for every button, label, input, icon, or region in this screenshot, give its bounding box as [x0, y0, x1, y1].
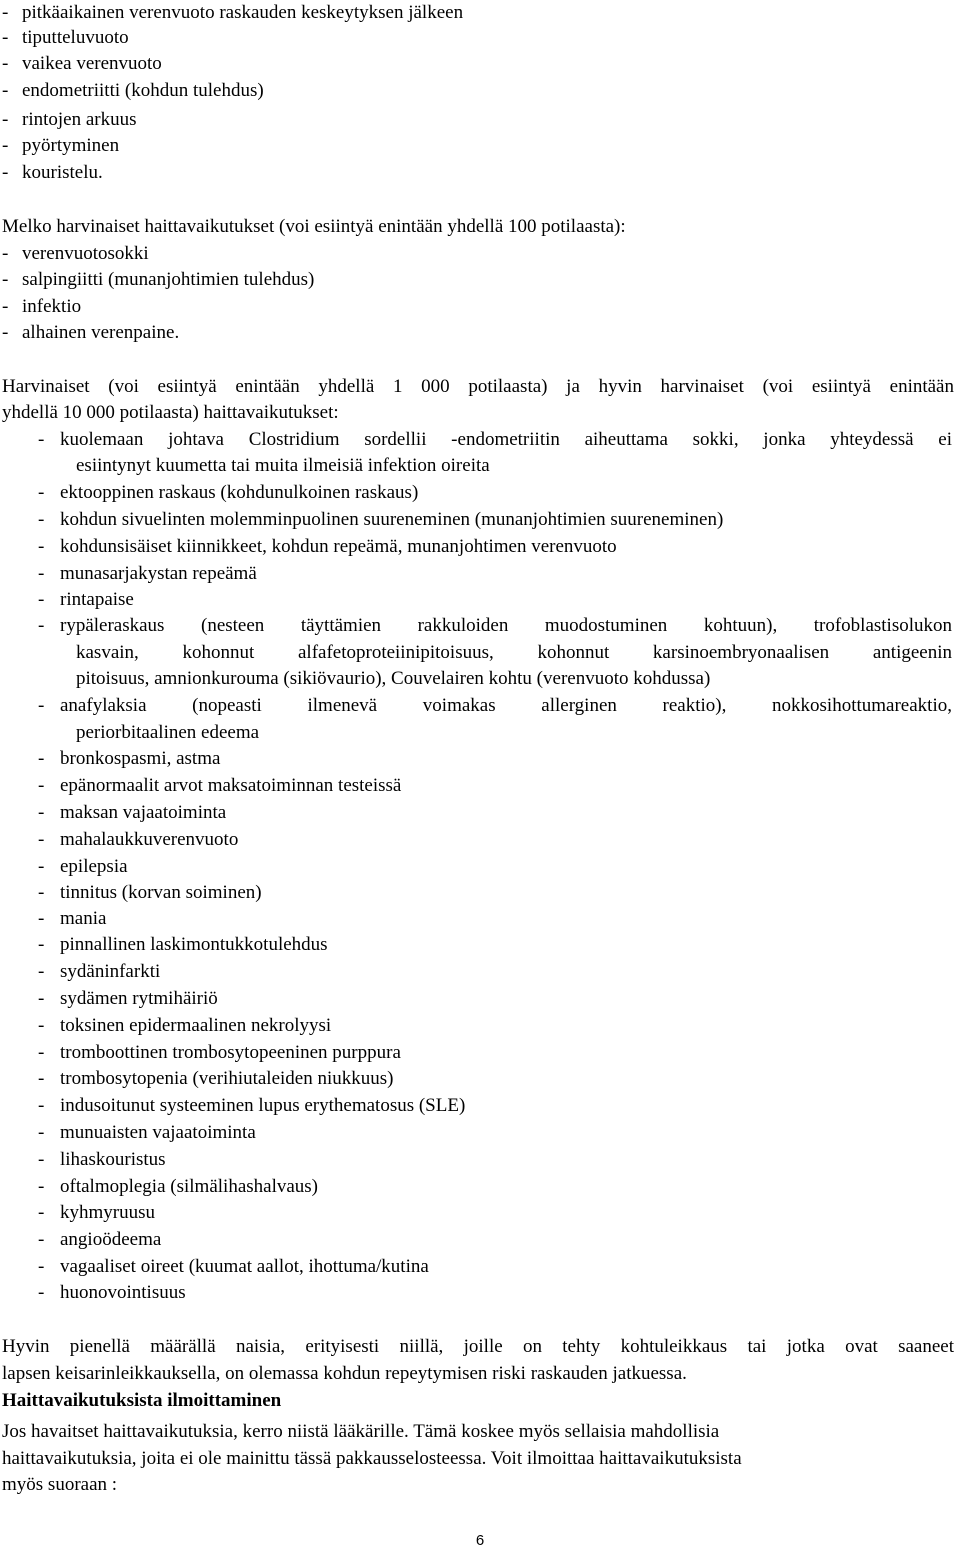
list-item: - maksan vajaatoiminta [38, 802, 227, 823]
list-item: - vaikea verenvuoto [2, 53, 162, 74]
list-item: - munasarjakystan repeämä [38, 563, 257, 584]
list-item: - epilepsia [38, 856, 128, 877]
list-item: - rintojen arkuus [2, 109, 137, 130]
list-item: - rintapaise [38, 589, 134, 610]
section-heading-line: yhdellä 10 000 potilaasta) haittavaikutukset: [2, 402, 339, 423]
list-item: - salpingiitti (munanjohtimien tulehdus) [2, 269, 315, 290]
list-item: - kouristelu. [2, 162, 103, 183]
list-item: - sydäninfarkti [38, 961, 161, 982]
list-dash: - [38, 615, 45, 636]
list-item: - pitkäaikainen verenvuoto raskauden keskeytyksen jälkeen [2, 2, 464, 23]
section-heading-line: Harvinaiset (voi esiintyä enintään yhdellä 1 000 potilaasta) ja hyvin harvinaiset (voi esiintyä enintään [2, 376, 954, 397]
section-heading: Haittavaikutuksista ilmoittaminen [2, 1390, 282, 1411]
document-page: - pitkäaikainen verenvuoto raskauden keskeytyksen jälkeen - tiputteluvuoto - vaikea verenvuoto - endometriitti (kohdun tulehdus) - rintojen arkuus - pyörtyminen - kouristelu. Melko harvinaiset haittavaikutukset (voi esiintyä enintään yhdellä 100 potilaasta): - verenvuotosokki - salpingiitti (munanjohtimien tulehdus) - infektio - alhainen verenpaine. Harvinaiset (voi esiintyä enintään yhdellä 1 000 potilaasta) ja hyvin harvinaiset (voi esiintyä enintään yhdellä 10 000 potilaasta) haittavaikutukset: - kuolemaan johtava Clostridium sordellii -endometriitin aiheuttama sokki, jonka yhteydessä ei esiintynyt kuumetta tai muita ilmeisiä infektion oireita - ektooppinen raskaus (kohdunulkoinen raskaus) - kohdun sivuelinten molemminpuolinen suureneminen (munanjohtimien suureneminen) - kohdunsisäiset kiinnikkeet, kohdun repeämä, munanjohtimen verenvuoto - munasarjakystan repeämä - rintapaise - rypäleraskaus (nesteen täyttämien rakkuloiden muodostuminen kohtuun), trofoblastisolukon kasvain, kohonnut alfafetoproteiinipitoisuus, kohonnut karsinoembryonaalisen antigeenin pitoisuus, amnionkurouma (sikiövaurio), Couvelairen kohtu (verenvuoto kohdussa) - anafylaksia (nopeasti ilmenevä voimakas allerginen reaktio), nokkosihottumareaktio, periorbitaalinen edeema - bronkospasmi, astma - epänormaalit arvot maksatoiminnan testeissä - maksan vajaatoiminta - mahalaukkuverenvuoto - epilepsia - tinnitus (korvan soiminen) - mania - pinnallinen laskimontukkotulehdus - sydäninfarkti - sydämen rytmihäiriö - toksinen epidermaalinen nekrolyysi - tromboottinen trombosytopeeninen purppura - trombosytopenia (verihiutaleiden niukkuus) - indusoitunut systeeminen lupus erythematosus (SLE) - munuaisten vajaatoiminta - lihaskouristus - oftalmoplegia (silmälihashalvaus) - kyhmyruusu - angioödeema - vagaaliset oireet (kuumat aallot, ihottuma/kutina - huonovointisuus Hyvin pienellä määrällä naisia, erityisesti niillä, joille on tehty kohtuleikkaus tai jotka ovat saaneet lapsen keisarinleikkauksella, on olemassa kohdun repeytymisen riski raskauden jatkuessa. Haittavaikutuksista ilmoittaminen Jos havaitset haittavaikutuksia, kerro niistä lääkärille. Tämä koskee myös sellaisia mahdollisia haittavaikutuksia, joita ei ole mainittu tässä pakkausselosteessa. Voit ilmoittaa haittavaikutuksista myös suoraan : 6 [0, 0, 960, 1561]
list-item: - lihaskouristus [38, 1149, 166, 1170]
list-item: - sydämen rytmihäiriö [38, 988, 218, 1009]
list-item: - mahalaukkuverenvuoto [38, 829, 239, 850]
list-dash: - [38, 429, 45, 450]
list-item: - tromboottinen trombosytopeeninen purppura [38, 1042, 401, 1063]
list-item: - angioödeema [38, 1229, 162, 1250]
list-item: - pinnallinen laskimontukkotulehdus [38, 934, 328, 955]
list-item: - oftalmoplegia (silmälihashalvaus) [38, 1176, 319, 1197]
list-item: - endometriitti (kohdun tulehdus) [2, 80, 264, 101]
list-item: - pyörtyminen [2, 135, 120, 156]
list-item: - alhainen verenpaine. [2, 322, 180, 343]
list-item: - infektio [2, 296, 82, 317]
list-item: - kyhmyruusu [38, 1202, 155, 1223]
list-item: - trombosytopenia (verihiutaleiden niukkuus) [38, 1068, 394, 1089]
list-item: - indusoitunut systeeminen lupus erythematosus (SLE) [38, 1095, 466, 1116]
list-item: - kohdun sivuelinten molemminpuolinen suureneminen (munanjohtimien suureneminen) [38, 509, 724, 530]
list-item: - epänormaalit arvot maksatoiminnan testeissä [38, 775, 402, 796]
list-item: - vagaaliset oireet (kuumat aallot, ihottuma/kutina [38, 1256, 429, 1277]
list-item: - ektooppinen raskaus (kohdunulkoinen raskaus) [38, 482, 419, 503]
list-item: - verenvuotosokki [2, 243, 149, 264]
list-item: - toksinen epidermaalinen nekrolyysi [38, 1015, 332, 1036]
list-item: - bronkospasmi, astma [38, 748, 221, 769]
list-item: - tiputteluvuoto [2, 27, 129, 48]
list-item: - kohdunsisäiset kiinnikkeet, kohdun repeämä, munanjohtimen verenvuoto [38, 536, 617, 557]
section-heading: Melko harvinaiset haittavaikutukset (voi esiintyä enintään yhdellä 100 potilaasta): [2, 216, 626, 237]
list-item: - tinnitus (korvan soiminen) [38, 882, 262, 903]
list-item: - munuaisten vajaatoiminta [38, 1122, 256, 1143]
list-item: - mania [38, 908, 107, 929]
page-number: 6 [475, 1532, 485, 1549]
list-item: - huonovointisuus [38, 1282, 186, 1303]
list-dash: - [38, 695, 45, 716]
